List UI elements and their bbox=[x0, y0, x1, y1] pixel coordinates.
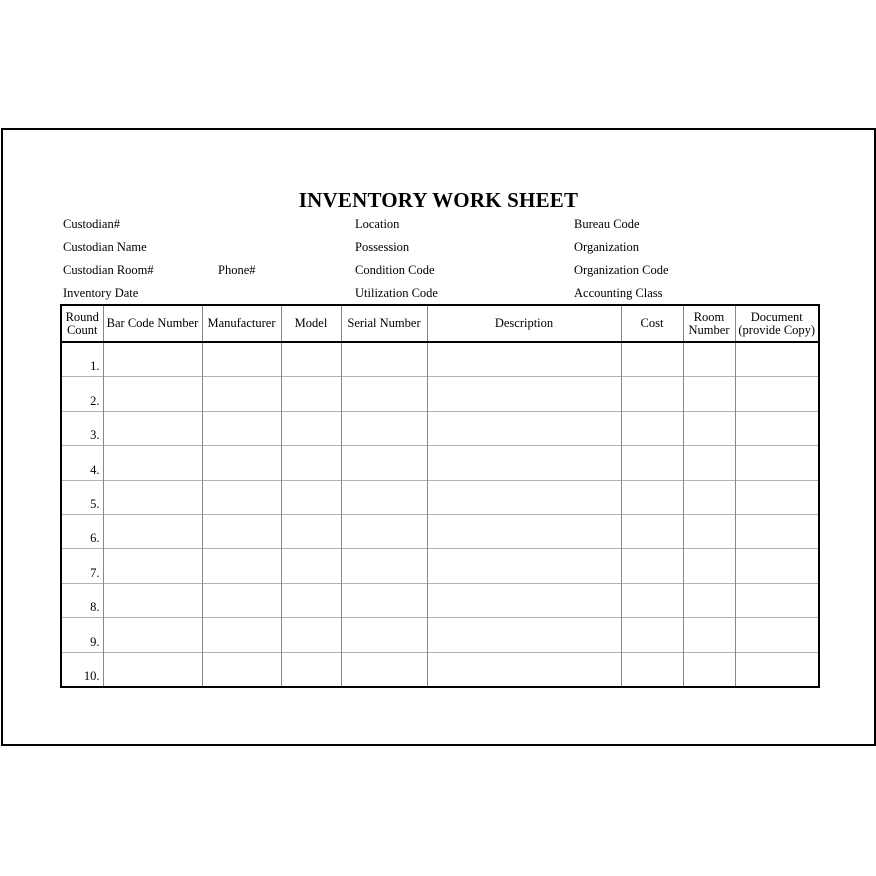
model-cell[interactable] bbox=[281, 480, 341, 514]
room-number-cell[interactable] bbox=[683, 618, 735, 652]
bar-code-cell[interactable] bbox=[103, 377, 202, 411]
model-cell[interactable] bbox=[281, 549, 341, 583]
table-row bbox=[61, 377, 819, 411]
bar-code-cell[interactable] bbox=[103, 514, 202, 548]
document-cell[interactable] bbox=[735, 342, 819, 377]
serial-number-cell[interactable] bbox=[341, 377, 427, 411]
manufacturer-cell[interactable] bbox=[202, 618, 281, 652]
room-number-cell[interactable] bbox=[683, 583, 735, 617]
phone-label: Phone# bbox=[218, 263, 256, 277]
description-cell[interactable] bbox=[427, 514, 621, 548]
custodian-name-label: Custodian Name bbox=[63, 240, 147, 254]
header-manufacturer: Manufacturer bbox=[202, 305, 281, 342]
serial-number-cell[interactable] bbox=[341, 446, 427, 480]
table-row bbox=[61, 549, 819, 583]
row-number: 6. bbox=[61, 514, 103, 548]
manufacturer-cell[interactable] bbox=[202, 549, 281, 583]
manufacturer-cell[interactable] bbox=[202, 652, 281, 687]
row-number: 7. bbox=[61, 549, 103, 583]
room-number-cell[interactable] bbox=[683, 446, 735, 480]
header-description: Description bbox=[427, 305, 621, 342]
table-row bbox=[61, 618, 819, 652]
header-room-number: Room Number bbox=[683, 305, 735, 342]
document-cell[interactable] bbox=[735, 549, 819, 583]
manufacturer-cell[interactable] bbox=[202, 514, 281, 548]
organization-code-label: Organization Code bbox=[574, 263, 669, 277]
manufacturer-cell[interactable] bbox=[202, 342, 281, 377]
document-cell[interactable] bbox=[735, 652, 819, 687]
description-cell[interactable] bbox=[427, 342, 621, 377]
room-number-cell[interactable] bbox=[683, 342, 735, 377]
cost-cell[interactable] bbox=[621, 480, 683, 514]
custodian-room-label: Custodian Room# bbox=[63, 263, 154, 277]
inventory-work-sheet bbox=[1, 128, 876, 746]
manufacturer-cell[interactable] bbox=[202, 480, 281, 514]
document-cell[interactable] bbox=[735, 480, 819, 514]
description-cell[interactable] bbox=[427, 652, 621, 687]
serial-number-cell[interactable] bbox=[341, 549, 427, 583]
model-cell[interactable] bbox=[281, 514, 341, 548]
inventory-table bbox=[60, 304, 820, 688]
location-label: Location bbox=[355, 217, 400, 231]
table-row bbox=[61, 446, 819, 480]
row-number: 2. bbox=[61, 377, 103, 411]
room-number-cell[interactable] bbox=[683, 549, 735, 583]
table-row bbox=[61, 514, 819, 548]
description-cell[interactable] bbox=[427, 446, 621, 480]
model-cell[interactable] bbox=[281, 342, 341, 377]
cost-cell[interactable] bbox=[621, 549, 683, 583]
bar-code-cell[interactable] bbox=[103, 411, 202, 445]
description-cell[interactable] bbox=[427, 549, 621, 583]
bureau-code-label: Bureau Code bbox=[574, 217, 640, 231]
cost-cell[interactable] bbox=[621, 411, 683, 445]
room-number-cell[interactable] bbox=[683, 411, 735, 445]
serial-number-cell[interactable] bbox=[341, 342, 427, 377]
table-header-row bbox=[61, 305, 819, 342]
room-number-cell[interactable] bbox=[683, 652, 735, 687]
serial-number-cell[interactable] bbox=[341, 411, 427, 445]
document-cell[interactable] bbox=[735, 446, 819, 480]
row-number: 9. bbox=[61, 618, 103, 652]
model-cell[interactable] bbox=[281, 377, 341, 411]
description-cell[interactable] bbox=[427, 411, 621, 445]
table-row bbox=[61, 583, 819, 617]
possession-label: Possession bbox=[355, 240, 410, 254]
table-row bbox=[61, 480, 819, 514]
bar-code-cell[interactable] bbox=[103, 618, 202, 652]
bar-code-cell[interactable] bbox=[103, 446, 202, 480]
serial-number-cell[interactable] bbox=[341, 652, 427, 687]
row-number: 10. bbox=[61, 652, 103, 687]
document-cell[interactable] bbox=[735, 377, 819, 411]
row-number: 3. bbox=[61, 411, 103, 445]
manufacturer-cell[interactable] bbox=[202, 377, 281, 411]
cost-cell[interactable] bbox=[621, 446, 683, 480]
serial-number-cell[interactable] bbox=[341, 583, 427, 617]
cost-cell[interactable] bbox=[621, 583, 683, 617]
header-round-count: Round Count bbox=[61, 305, 103, 342]
row-number: 4. bbox=[61, 446, 103, 480]
model-cell[interactable] bbox=[281, 446, 341, 480]
inventory-date-label: Inventory Date bbox=[63, 286, 139, 300]
bar-code-cell[interactable] bbox=[103, 342, 202, 377]
room-number-cell[interactable] bbox=[683, 480, 735, 514]
model-cell[interactable] bbox=[281, 583, 341, 617]
cost-cell[interactable] bbox=[621, 652, 683, 687]
bar-code-cell[interactable] bbox=[103, 549, 202, 583]
header-cost: Cost bbox=[621, 305, 683, 342]
bar-code-cell[interactable] bbox=[103, 652, 202, 687]
model-cell[interactable] bbox=[281, 652, 341, 687]
serial-number-cell[interactable] bbox=[341, 480, 427, 514]
document-cell[interactable] bbox=[735, 618, 819, 652]
cost-cell[interactable] bbox=[621, 342, 683, 377]
custodian-number-label: Custodian# bbox=[63, 217, 120, 231]
cost-cell[interactable] bbox=[621, 618, 683, 652]
bar-code-cell[interactable] bbox=[103, 480, 202, 514]
serial-number-cell[interactable] bbox=[341, 618, 427, 652]
table-row bbox=[61, 652, 819, 687]
document-cell[interactable] bbox=[735, 514, 819, 548]
table-body bbox=[61, 342, 819, 687]
header-bar-code-number: Bar Code Number bbox=[103, 305, 202, 342]
serial-number-cell[interactable] bbox=[341, 514, 427, 548]
bar-code-cell[interactable] bbox=[103, 583, 202, 617]
document-cell[interactable] bbox=[735, 583, 819, 617]
row-number: 1. bbox=[90, 359, 100, 374]
manufacturer-cell[interactable] bbox=[202, 583, 281, 617]
room-number-cell[interactable] bbox=[683, 514, 735, 548]
row-number: 5. bbox=[61, 480, 103, 514]
accounting-class-label: Accounting Class bbox=[574, 286, 663, 300]
sheet-title: INVENTORY WORK SHEET bbox=[298, 188, 579, 212]
header-model: Model bbox=[281, 305, 341, 342]
model-cell[interactable] bbox=[281, 411, 341, 445]
description-cell[interactable] bbox=[427, 583, 621, 617]
manufacturer-cell[interactable] bbox=[202, 411, 281, 445]
utilization-code-label: Utilization Code bbox=[355, 286, 438, 300]
organization-label: Organization bbox=[574, 240, 640, 254]
description-cell[interactable] bbox=[427, 480, 621, 514]
manufacturer-cell[interactable] bbox=[202, 446, 281, 480]
header-serial-number: Serial Number bbox=[341, 305, 427, 342]
model-cell[interactable] bbox=[281, 618, 341, 652]
table-row bbox=[61, 411, 819, 445]
header-document: Document (provide Copy) bbox=[735, 305, 819, 342]
description-cell[interactable] bbox=[427, 377, 621, 411]
room-number-cell[interactable] bbox=[683, 377, 735, 411]
document-cell[interactable] bbox=[735, 411, 819, 445]
cost-cell[interactable] bbox=[621, 377, 683, 411]
condition-code-label: Condition Code bbox=[355, 263, 435, 277]
description-cell[interactable] bbox=[427, 618, 621, 652]
table-row bbox=[61, 342, 819, 377]
cost-cell[interactable] bbox=[621, 514, 683, 548]
row-number: 8. bbox=[61, 583, 103, 617]
